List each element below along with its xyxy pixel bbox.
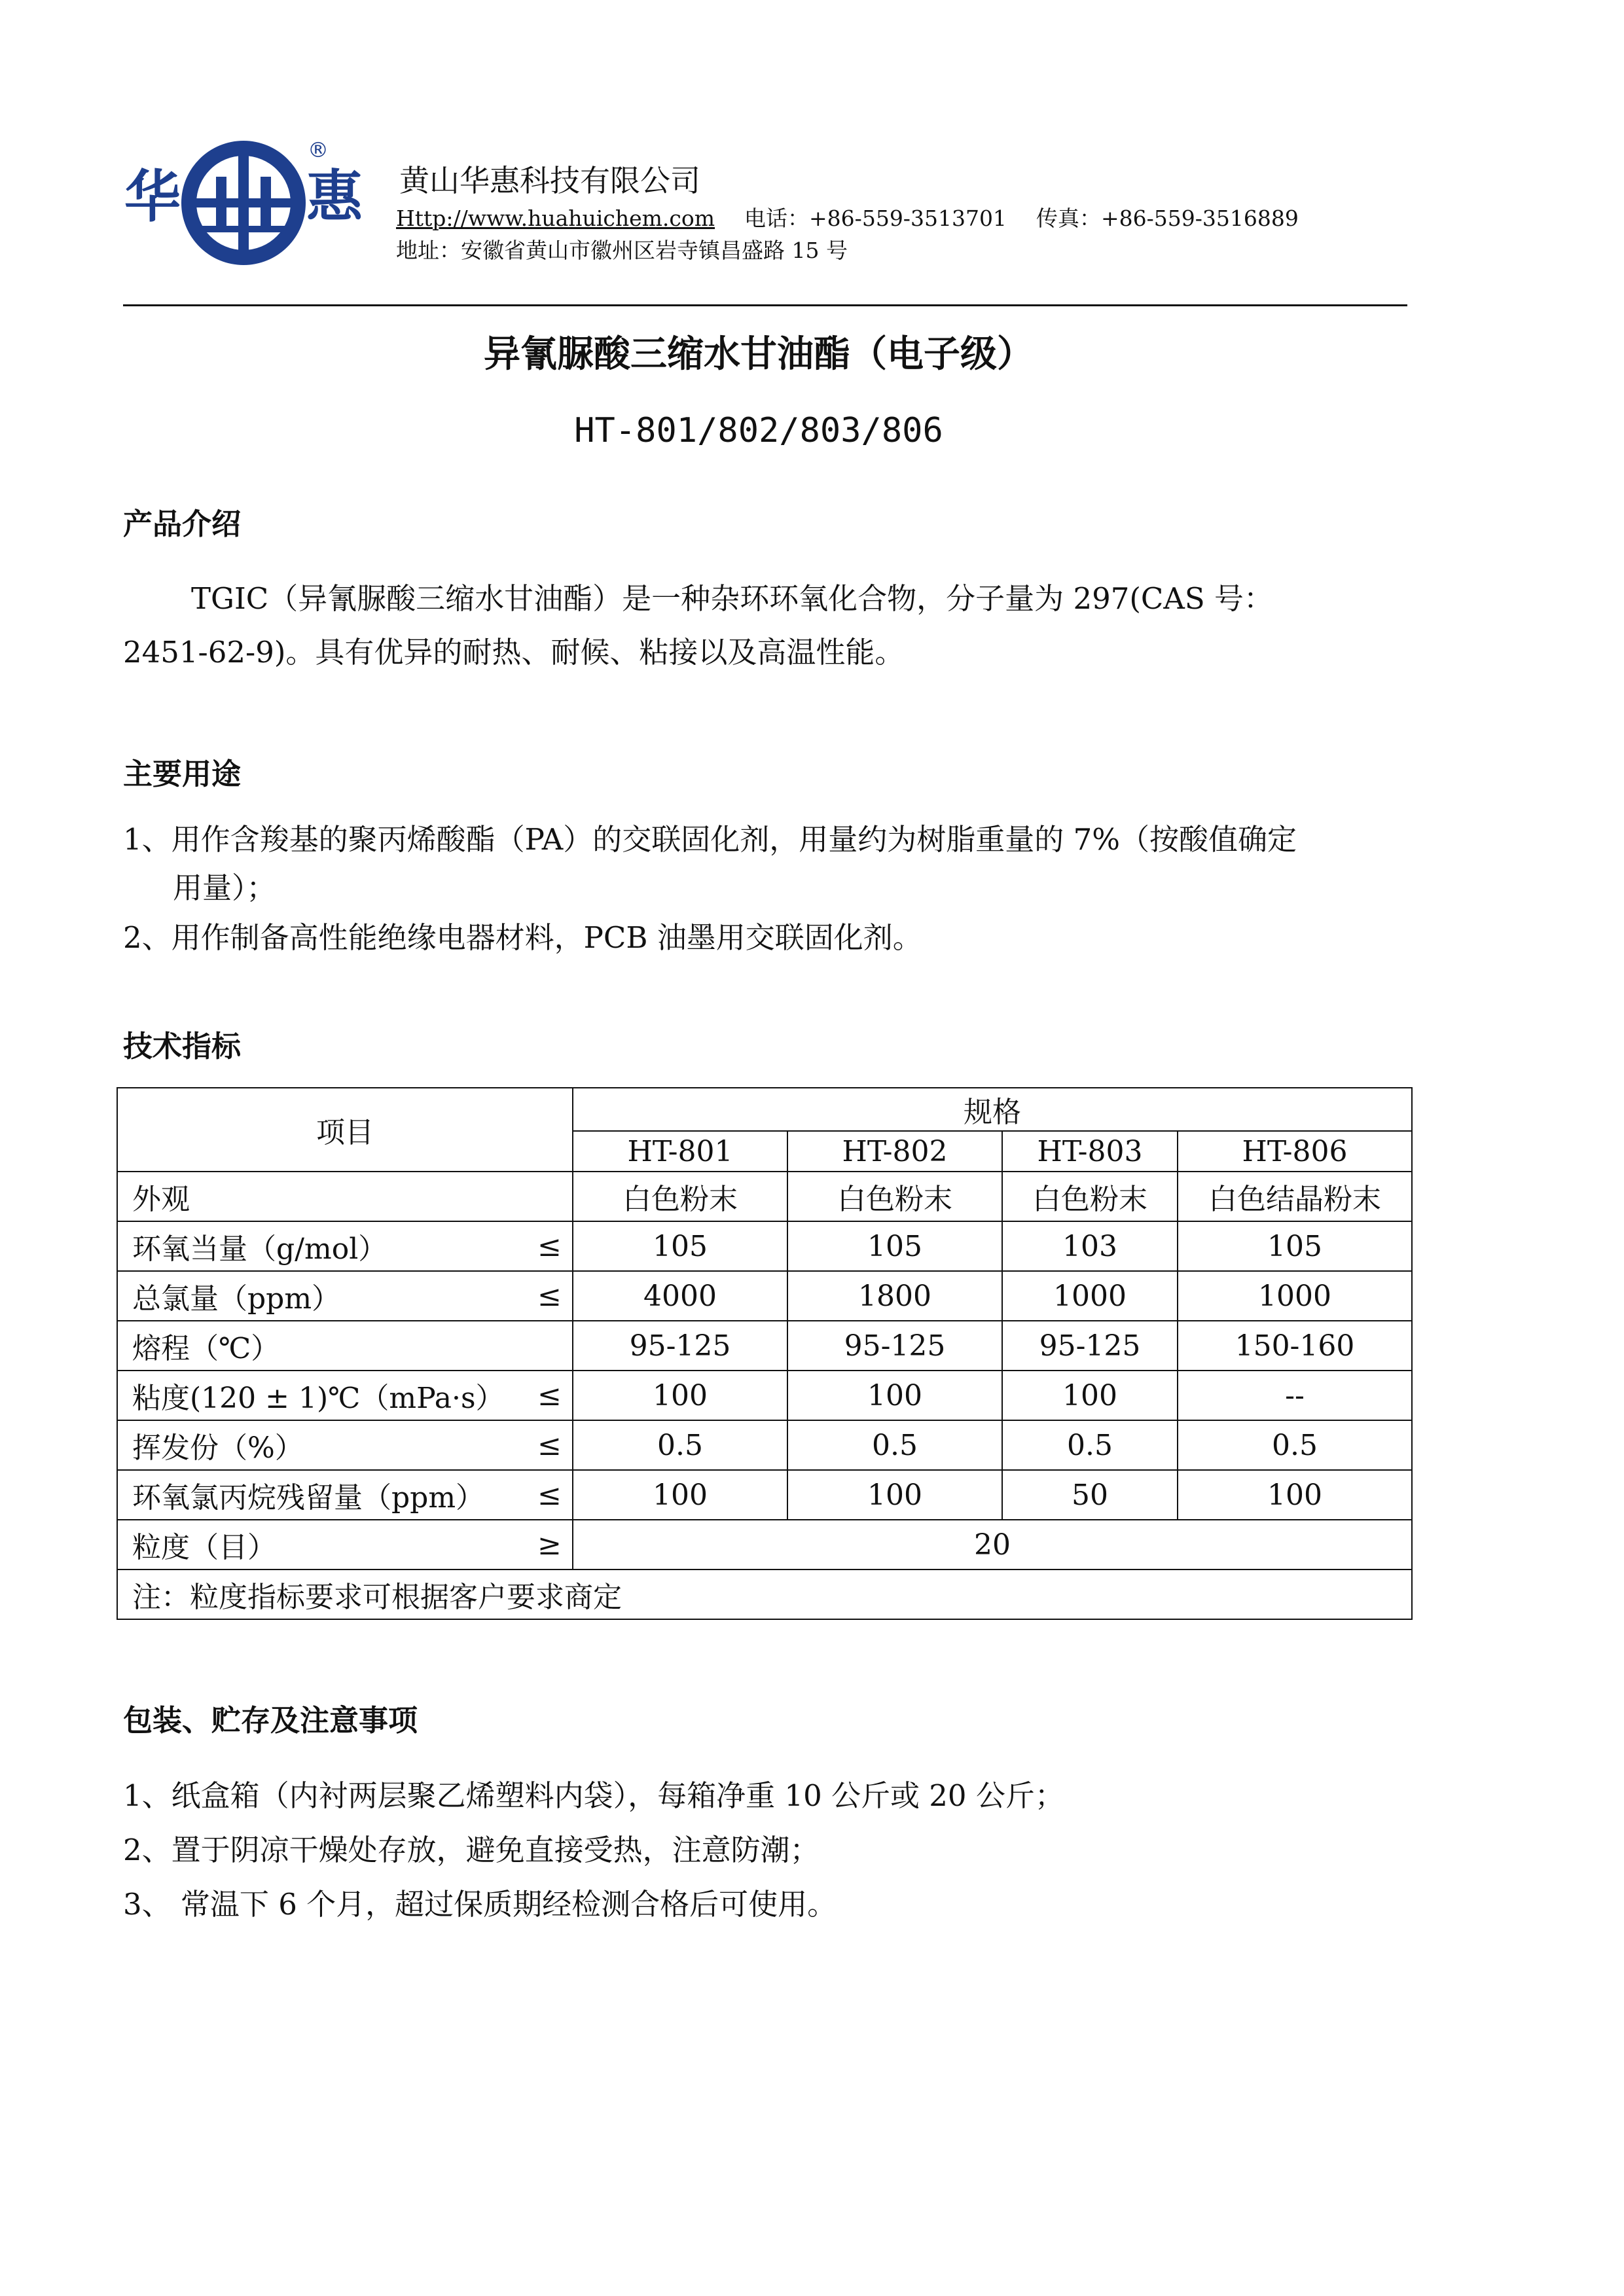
table-cell: 1800 (787, 1271, 1002, 1321)
header-divider (123, 304, 1407, 306)
table-cell: 105 (787, 1221, 1002, 1271)
storage-item: 2、置于阴凉干燥处存放，避免直接受热，注意防潮； (123, 1833, 820, 1867)
row-operator: ≤ (537, 1478, 562, 1512)
table-cell: 1000 (1002, 1271, 1178, 1321)
table-cell: 50 (1002, 1470, 1178, 1520)
storage-item: 3、 常温下 6 个月，超过保质期经检测合格后可使用。 (123, 1887, 837, 1922)
table-cell: 100 (1002, 1371, 1178, 1420)
table-cell: 95-125 (787, 1321, 1002, 1371)
table-cell: 100 (573, 1371, 787, 1420)
table-note: 注：粒度指标要求可根据客户要求商定 (117, 1570, 1412, 1619)
table-row (117, 1321, 1412, 1371)
table-cell: 103 (1002, 1221, 1178, 1271)
column-header-spec: 规格 (573, 1088, 1412, 1131)
phone-number: 电话：+86-559-3513701 (744, 206, 1007, 231)
row-label: 粘度(120 ± 1)℃（mPa·s） (132, 1382, 505, 1415)
storage-heading: 包装、贮存及注意事项 (123, 1703, 418, 1738)
row-label: 熔程（℃） (132, 1332, 280, 1365)
table-cell-merged: 20 (573, 1520, 1412, 1570)
fax-number: 传真：+86-559-3516889 (1036, 206, 1299, 231)
column-header-item: 项目 (117, 1088, 573, 1172)
website-link[interactable]: Http://www.huahuichem.com (396, 206, 715, 231)
table-cell: -- (1178, 1371, 1412, 1420)
table-cell: 0.5 (1002, 1420, 1178, 1470)
company-logo (118, 131, 367, 275)
table-row (117, 1470, 1412, 1520)
table-cell: 白色粉末 (1002, 1172, 1178, 1221)
contact-line (396, 202, 1299, 232)
spec-table (117, 1087, 1413, 1620)
table-cell: 1000 (1178, 1271, 1412, 1321)
table-cell: 100 (573, 1470, 787, 1520)
specs-heading: 技术指标 (123, 1029, 242, 1064)
table-cell: 105 (573, 1221, 787, 1271)
table-cell: 0.5 (573, 1420, 787, 1470)
uses-item: 2、用作制备高性能绝缘电器材料，PCB 油墨用交联固化剂。 (123, 920, 922, 955)
table-row (117, 1420, 1412, 1470)
company-address: 地址：安徽省黄山市徽州区岩寺镇昌盛路 15 号 (396, 238, 848, 263)
table-cell: 150-160 (1178, 1321, 1412, 1371)
row-label: 总氯量（ppm） (132, 1282, 341, 1316)
intro-paragraph-line: 2451-62-9)。具有优异的耐热、耐候、粘接以及高温性能。 (123, 635, 905, 670)
table-row-granularity (117, 1520, 1412, 1570)
row-operator: ≤ (537, 1428, 562, 1462)
document-title: 异氰脲酸三缩水甘油酯（电子级） (484, 333, 1034, 376)
table-row (117, 1371, 1412, 1420)
table-cell: 100 (1178, 1470, 1412, 1520)
row-operator: ≤ (537, 1378, 562, 1412)
table-cell: 0.5 (787, 1420, 1002, 1470)
uses-item-continuation: 用量）； (173, 870, 276, 905)
row-operator: ≤ (537, 1279, 562, 1313)
table-cell: 100 (787, 1470, 1002, 1520)
row-label: 环氧氯丙烷残留量（ppm） (132, 1481, 485, 1515)
table-cell: 白色粉末 (573, 1172, 787, 1221)
uses-heading: 主要用途 (123, 757, 242, 791)
table-cell: 白色粉末 (787, 1172, 1002, 1221)
model-header: HT-802 (787, 1131, 1002, 1172)
table-row (117, 1221, 1412, 1271)
row-label: 挥发份（%） (132, 1431, 304, 1465)
row-operator: ≥ (537, 1528, 562, 1562)
uses-item: 1、用作含羧基的聚丙烯酸酯（PA）的交联固化剂，用量约为树脂重量的 7%（按酸值确定 (123, 822, 1297, 857)
intro-paragraph-line: TGIC（异氰脲酸三缩水甘油酯）是一种杂环环氧化合物，分子量为 297(CAS 号： (191, 581, 1273, 616)
row-label: 外观 (132, 1183, 190, 1216)
company-name: 黄山华惠科技有限公司 (399, 163, 700, 198)
table-row (117, 1271, 1412, 1321)
table-cell: 白色结晶粉末 (1178, 1172, 1412, 1221)
product-models: HT-801/802/803/806 (574, 411, 943, 450)
model-header: HT-801 (573, 1131, 787, 1172)
table-row (117, 1172, 1412, 1221)
table-row-note (117, 1570, 1412, 1619)
table-cell: 0.5 (1178, 1420, 1412, 1470)
registered-mark: ® (308, 137, 329, 162)
model-header: HT-806 (1178, 1131, 1412, 1172)
table-cell: 4000 (573, 1271, 787, 1321)
table-cell: 95-125 (573, 1321, 787, 1371)
row-label: 粒度（目） (132, 1531, 276, 1564)
logo-character-left: 华 (124, 164, 181, 230)
table-cell: 105 (1178, 1221, 1412, 1271)
logo-character-right: 惠 (306, 164, 363, 230)
table-cell: 95-125 (1002, 1321, 1178, 1371)
table-cell: 100 (787, 1371, 1002, 1420)
model-header: HT-803 (1002, 1131, 1178, 1172)
storage-item: 1、纸盒箱（内衬两层聚乙烯塑料内袋），每箱净重 10 公斤或 20 公斤； (123, 1778, 1064, 1813)
row-operator: ≤ (537, 1229, 562, 1263)
intro-heading: 产品介绍 (123, 507, 242, 541)
row-label: 环氧当量（g/mol） (132, 1232, 388, 1266)
